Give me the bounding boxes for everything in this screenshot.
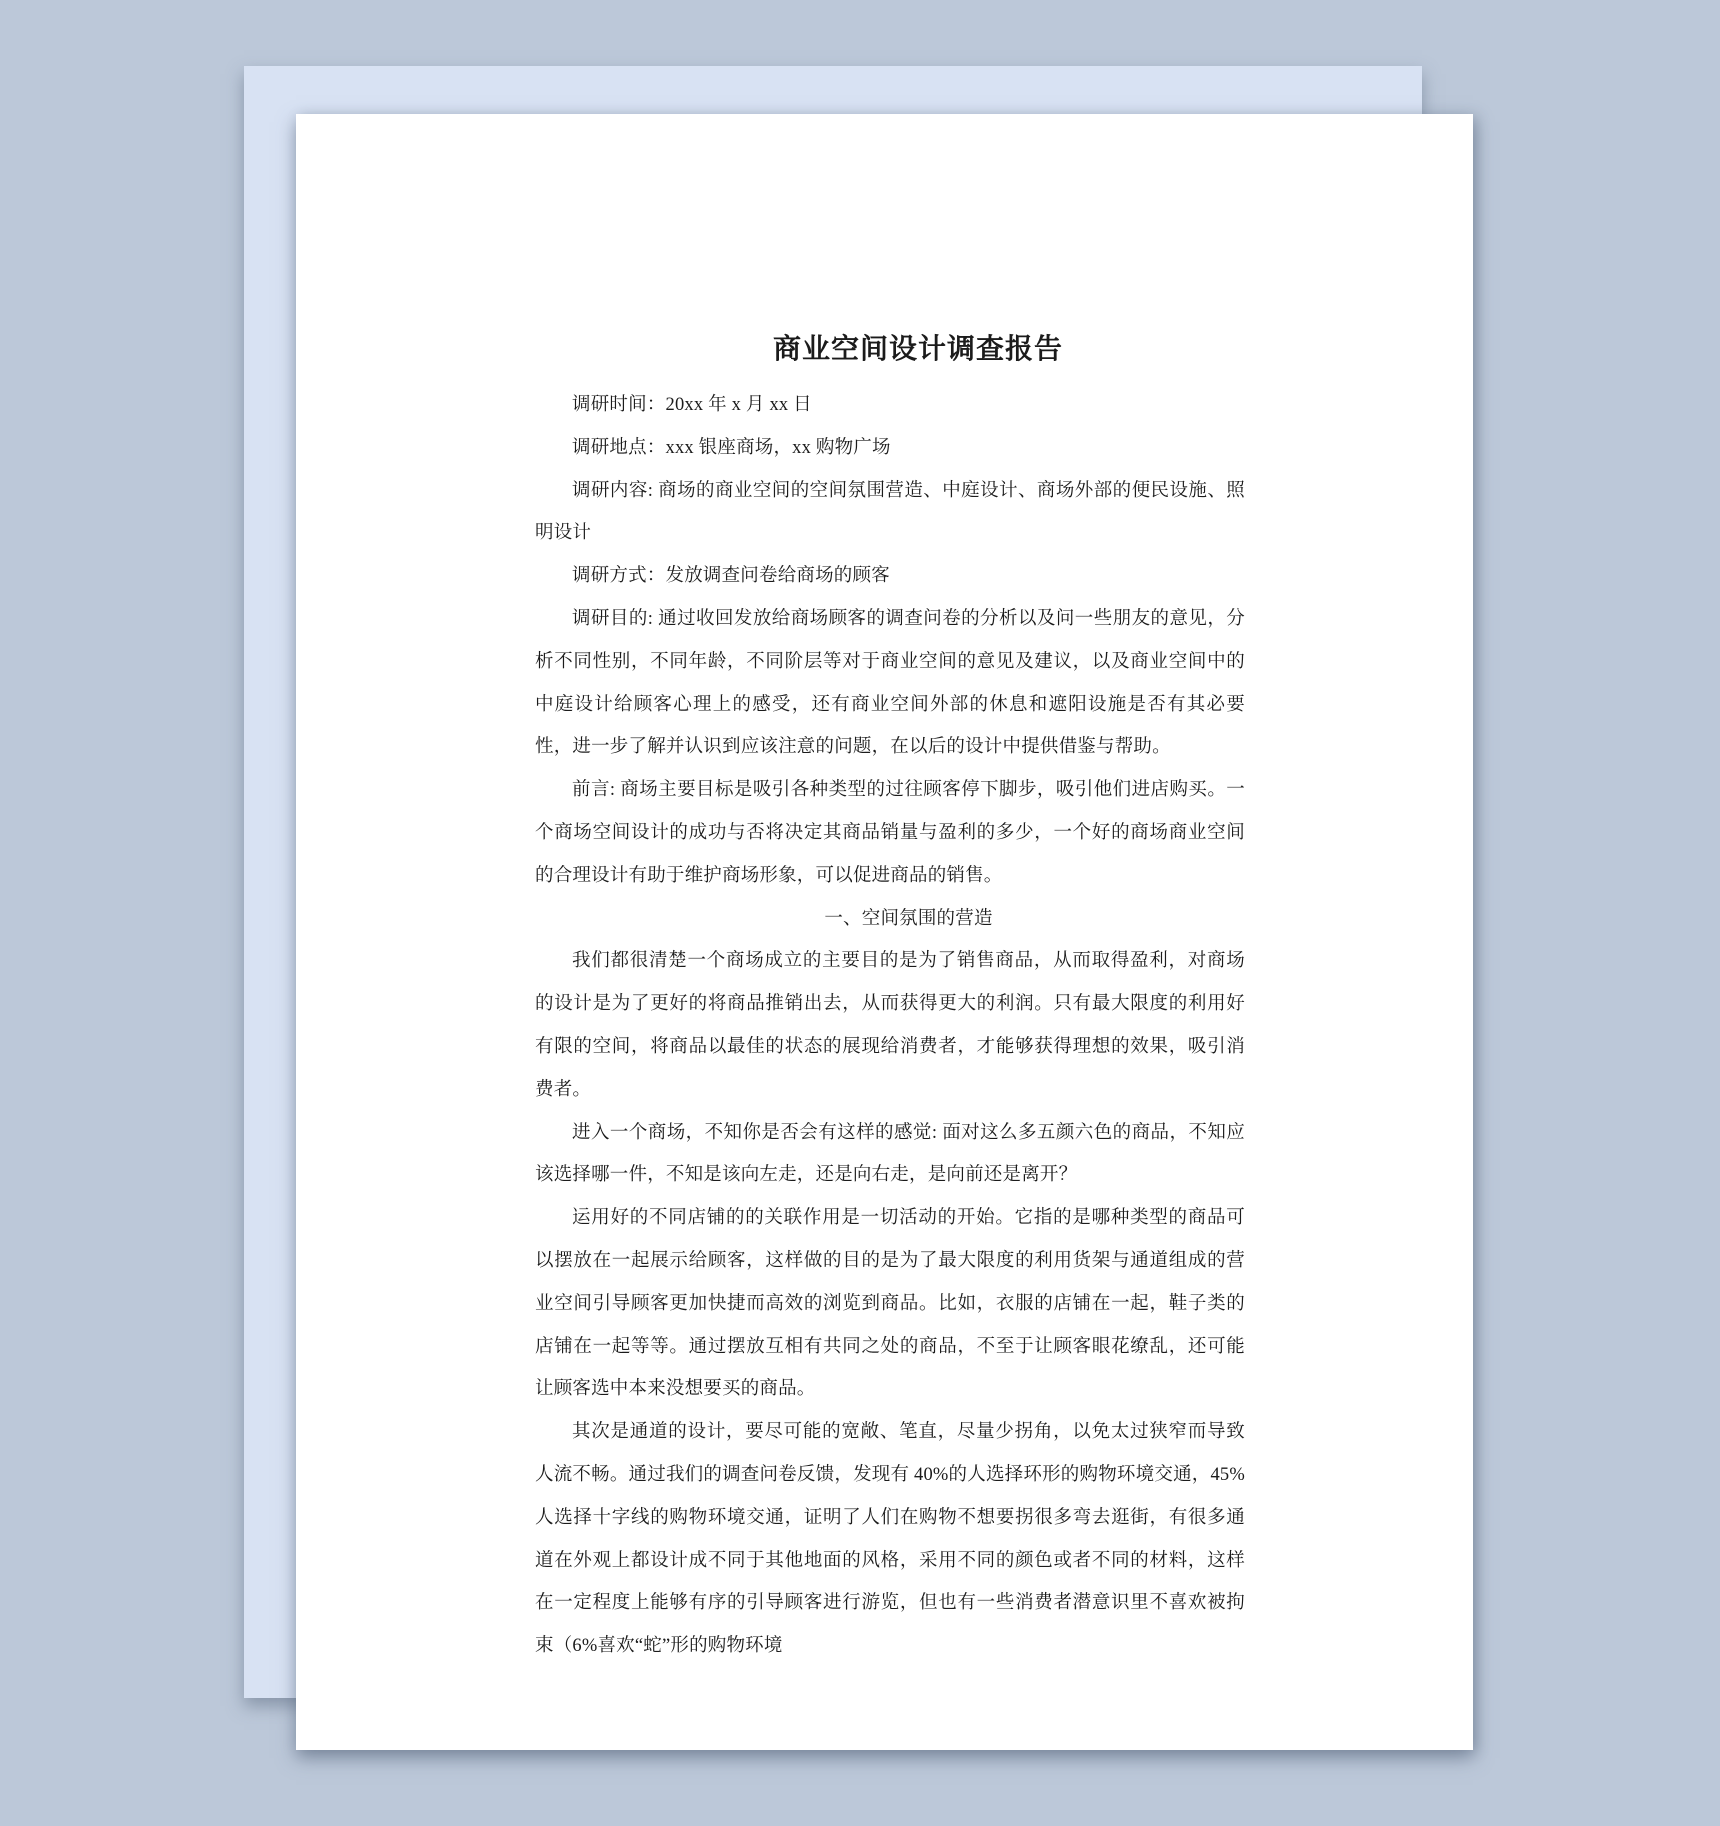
document-content [535, 326, 1245, 1668]
section-paragraph: 其次是通道的设计，要尽可能的宽敞、笔直，尽量少拐角，以免太过狭窄而导致人流不畅。通过我们的调查问卷反馈，发现有 40%的人选择环形的购物环境交通，45%人选择十字线的购物环境交通，证明了人们在购物不想要拐很多弯去逛街，有很多通道在外观上都设计成不同于其他地面的风格，采用不同的颜色或者不同的材料，这样在一定程度上能够有序的引导顾客进行游览，但也有一些消费者潜意识里不喜欢被拘束（6%喜欢“蛇”形的购物环境 [535, 1422, 1245, 1657]
meta-line-time: 调研时间：20xx 年 x 月 xx 日 [572, 395, 812, 415]
meta-line-method: 调研方式：发放调查问卷给商场的顾客 [572, 566, 890, 587]
section-paragraph: 我们都很清楚一个商场成立的主要目的是为了销售商品，从而取得盈利，对商场的设计是为了更好的将商品推销出去，从而获得更大的利润。只有最大限度的利用好有限的空间，将商品以最佳的状态的展现给消费者，才能够获得理想的效果，吸引消费者。 [535, 951, 1245, 1100]
document-page [296, 114, 1473, 1750]
foreword-paragraph: 前言: 商场主要目标是吸引各种类型的过往顾客停下脚步，吸引他们进店购买。一个商场空间设计的成功与否将决定其商品销量与盈利的多少，一个好的商场商业空间的合理设计有助于维护商场形象，可以促进商品的销售。 [535, 780, 1245, 886]
meta-line-purpose: 调研目的: 通过收回发放给商场顾客的调查问卷的分析以及问一些朋友的意见，分析不同性别，不同年龄，不同阶层等对于商业空间的意见及建议，以及商业空间中的中庭设计给顾客心理上的感受，还有商业空间外部的休息和遮阳设施是否有其必要性，进一步了解并认识到应该注意的问题，在以后的设计中提供借鉴与帮助。 [535, 608, 1245, 758]
meta-line-place: 调研地点：xxx 银座商场，xx 购物广场 [572, 437, 891, 458]
section-paragraph: 进入一个商场，不知你是否会有这样的感觉: 面对这么多五颜六色的商品，不知应该选择哪一件，不知是该向左走，还是向右走，是向前还是离开？ [535, 1122, 1245, 1186]
meta-line-content: 调研内容: 商场的商业空间的空间氛围营造、中庭设计、商场外部的便民设施、照明设计 [535, 480, 1245, 544]
section-heading: 一、空间氛围的营造 [824, 908, 993, 929]
doc-title: 商业空间设计调查报告 [772, 334, 1063, 365]
section-paragraph: 运用好的不同店铺的的关联作用是一切活动的开始。它指的是哪种类型的商品可以摆放在一起展示给顾客，这样做的目的是为了最大限度的利用货架与通道组成的营业空间引导顾客更加快捷而高效的浏览到商品。比如，衣服的店铺在一起，鞋子类的店铺在一起等等。通过摆放互相有共同之处的商品，不至于让顾客眼花缭乱，还可能让顾客选中本来没想要买的商品。 [535, 1208, 1245, 1400]
